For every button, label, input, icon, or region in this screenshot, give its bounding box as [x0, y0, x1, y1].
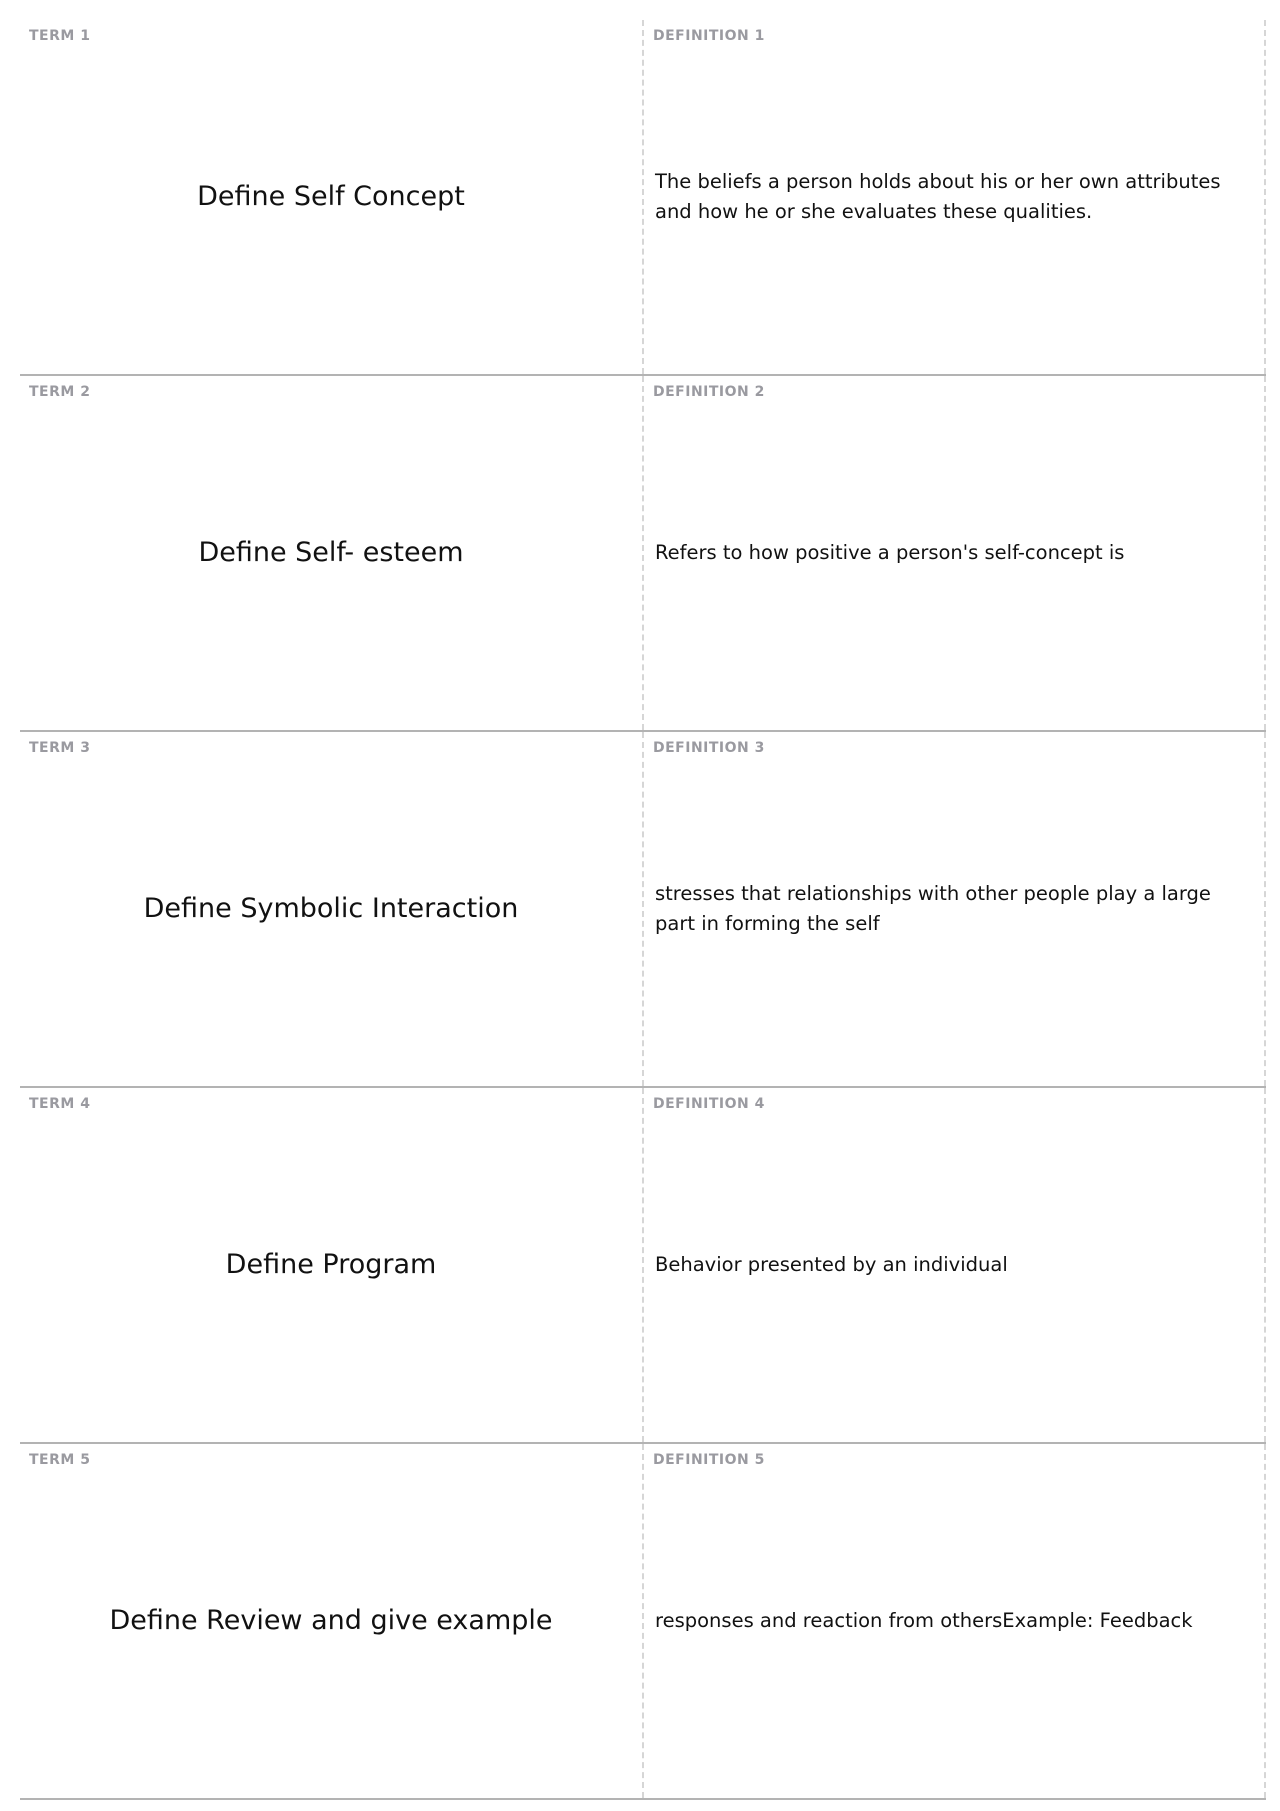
definition-text: responses and reaction from othersExample: Feedback — [655, 1609, 1193, 1632]
flashcard-sheet — [20, 20, 1266, 1800]
term-text: Define Symbolic Interaction — [143, 893, 519, 924]
definition-text: The beliefs a person holds about his or her own attributes and how he or she evaluates these qualities. — [655, 170, 1221, 223]
term-cell — [20, 376, 644, 730]
term-text: Define Program — [225, 1249, 437, 1280]
term-text: Define Self- esteem — [198, 537, 464, 568]
term-text: Define Self Concept — [197, 181, 465, 212]
flashcard-row-2 — [20, 376, 1266, 732]
term-cell — [20, 20, 644, 374]
definition-cell — [644, 1444, 1266, 1798]
flashcard-row-1 — [20, 20, 1266, 376]
definition-text: Refers to how positive a person's self-concept is — [655, 541, 1125, 564]
definition-text: Behavior presented by an individual — [655, 1253, 1008, 1276]
definition-cell — [644, 1088, 1266, 1442]
definition-cell — [644, 376, 1266, 730]
definition-cell — [644, 20, 1266, 374]
definition-text: stresses that relationships with other people play a large part in forming the self — [655, 882, 1211, 935]
term-text: Define Review and give example — [109, 1605, 553, 1636]
term-label: TERM 2 — [29, 384, 91, 400]
flashcard-row-5 — [20, 1444, 1266, 1800]
term-cell — [20, 1088, 644, 1442]
term-cell — [20, 1444, 644, 1798]
term-label: TERM 3 — [29, 740, 91, 756]
definition-label: DEFINITION 3 — [653, 740, 765, 756]
term-label: TERM 4 — [29, 1096, 91, 1112]
definition-label: DEFINITION 1 — [653, 28, 765, 44]
flashcard-row-3 — [20, 732, 1266, 1088]
definition-cell — [644, 732, 1266, 1086]
term-cell — [20, 732, 644, 1086]
term-label: TERM 5 — [29, 1452, 91, 1468]
definition-label: DEFINITION 2 — [653, 384, 765, 400]
term-label: TERM 1 — [29, 28, 91, 44]
flashcard-row-4 — [20, 1088, 1266, 1444]
definition-label: DEFINITION 4 — [653, 1096, 765, 1112]
definition-label: DEFINITION 5 — [653, 1452, 765, 1468]
